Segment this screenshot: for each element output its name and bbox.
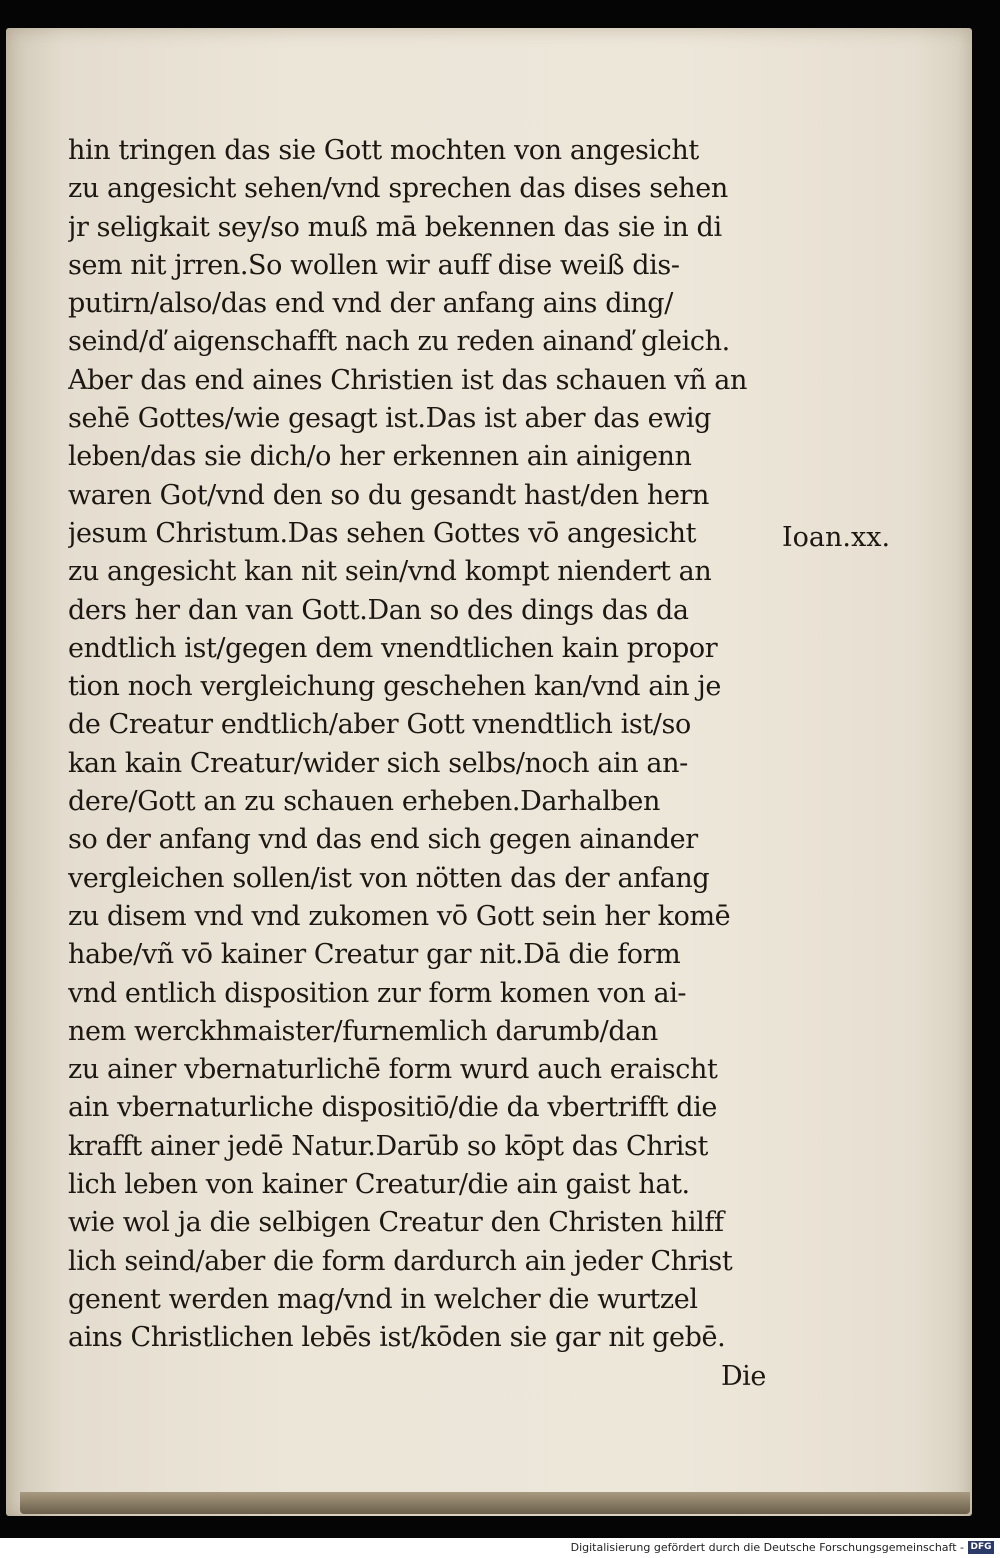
text-line: leben/das sie dich/o her erkennen ain ainigenn [68, 441, 692, 473]
text-line: vnd entlich disposition zur form komen von ai- [68, 977, 687, 1009]
text-line: seind/ď aigenschafft nach zu reden ainanď gleich. [68, 326, 730, 358]
text-line: jr seligkait sey/so muß mā bekennen das sie in di [68, 211, 722, 243]
text-line: tion noch vergleichung geschehen kan/vnd ain je [68, 671, 721, 703]
text-line: so der anfang vnd das end sich gegen ainander [68, 824, 698, 856]
text-line: ders her dan van Gott.Dan so des dings das da [68, 594, 689, 626]
text-line: kan kain Creatur/wider sich selbs/noch ain an- [68, 747, 688, 779]
text-line: Aber das end aines Christien ist das schauen vñ an [68, 364, 747, 396]
text-line: ains Christlichen lebēs ist/kōden sie gar nit gebē. [68, 1322, 726, 1354]
text-line: zu ainer vbernaturlichē form wurd auch eraischt [68, 1054, 718, 1086]
text-line: nem werckhmaister/furnemlich darumb/dan [68, 1015, 658, 1047]
text-line: wie wol ja die selbigen Creatur den Christen hilff [68, 1207, 724, 1239]
text-line: lich leben von kainer Creatur/die ain gaist hat. [68, 1169, 690, 1201]
text-line: lich seind/aber die form dardurch ain jeder Christ [68, 1245, 733, 1277]
text-line: zu angesicht kan nit sein/vnd kompt niendert an [68, 556, 712, 588]
text-line: sehē Gottes/wie gesagt ist.Das ist aber das ewig [68, 403, 711, 435]
text-line: dere/Gott an zu schauen erheben.Darhalben [68, 786, 660, 818]
footer-bar [0, 1538, 1000, 1558]
dfg-logo-icon: DFG [968, 1541, 994, 1554]
text-line: vergleichen sollen/ist von nötten das der anfang [68, 862, 710, 894]
text-line: zu angesicht sehen/vnd sprechen das dises sehen [68, 173, 728, 205]
text-line: krafft ainer jedē Natur.Darūb so kōpt das Christ [68, 1130, 708, 1162]
text-line: waren Got/vnd den so du gesandt hast/den hern [68, 479, 710, 511]
page-bottom-edge [20, 1492, 970, 1514]
text-line: putirn/also/das end vnd der anfang ains ding/ [68, 288, 673, 320]
marginal-note: Ioan.xx. [782, 522, 891, 553]
text-line: zu disem vnd vnd zukomen vō Gott sein her komē [68, 900, 731, 932]
text-line: hin tringen das sie Gott mochten von angesicht [68, 135, 699, 166]
text-line: habe/vñ vō kainer Creatur gar nit.Dā die form [68, 939, 681, 971]
catchword: Die [720, 1360, 766, 1392]
page-text-block [68, 132, 778, 1396]
text-line: endtlich ist/gegen dem vnendtlichen kain propor [68, 632, 718, 664]
footer-credit: Digitalisierung gefördert durch die Deutsche Forschungsgemeinschaft - [570, 1541, 964, 1554]
book-page [6, 28, 972, 1516]
text-line: de Creatur endtlich/aber Gott vnendtlich ist/so [68, 709, 691, 741]
text-line: ain vbernaturliche dispositiō/die da vbertrifft die [68, 1092, 717, 1124]
text-line: genent werden mag/vnd in welcher die wurtzel [68, 1283, 698, 1315]
text-line: jesum Christum.Das sehen Gottes vō angesicht [68, 517, 697, 549]
text-line: sem nit jrren.So wollen wir auff dise weiß dis- [68, 249, 680, 281]
